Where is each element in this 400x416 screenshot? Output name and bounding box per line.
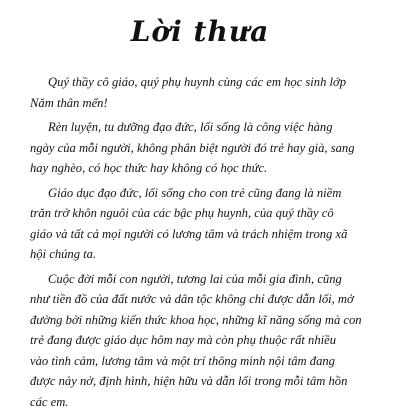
- text-line: Năm thân mến!: [30, 95, 108, 110]
- text-line: giáo và tất cả mọi người có lương tâm và trách nhiệm trong xã: [30, 226, 348, 241]
- text-line: vào tình cảm, lương tâm và một trí thông minh nội tâm đang: [30, 353, 335, 368]
- text-line: ngày của mỗi người, không phân biệt người đó trẻ hay già, sang: [30, 140, 355, 155]
- paragraph-future: [30, 269, 378, 413]
- text-line: Cuộc đời mỗi con người, tương lai của mỗi gia đình, cũng: [48, 271, 342, 286]
- text-line: như tiền đồ của đất nước và dân tộc không chỉ được dẫn lối, mở: [30, 292, 354, 306]
- text-line: trẻ đang được giáo dục hôm nay mà còn phụ thuộc rất nhiều: [30, 333, 337, 347]
- text-line: trăn trở khôn nguôi của các bậc phụ huynh, của quý thầy cô: [30, 206, 334, 220]
- page-title: Lời thưa: [130, 15, 270, 48]
- text-line: đường bởi những kiến thức khoa học, những kĩ năng sống mà con: [30, 312, 362, 327]
- text-line: Rèn luyện, tu dưỡng đạo đức, lối sống là công việc hàng: [48, 120, 333, 134]
- text-line: hội chúng ta.: [30, 247, 97, 261]
- body-text: [30, 72, 378, 416]
- text-line: Giáo dục đạo đức, lối sống cho con trẻ cũng đang là niềm: [48, 185, 342, 200]
- paragraph-education: [30, 183, 378, 265]
- paragraph-training: [30, 117, 378, 179]
- text-line: được nảy nở, định hình, hiện hữu và dẫn lối trong mỗi tâm hồn: [30, 374, 348, 388]
- text-line: hay nghèo, có học thức hay không có học thức.: [30, 161, 268, 175]
- text-line: các em.: [30, 394, 69, 409]
- paragraph-greeting: [30, 72, 378, 113]
- text-line: Quý thầy cô giáo, quý phụ huynh cùng các em học sinh lớp: [48, 75, 347, 89]
